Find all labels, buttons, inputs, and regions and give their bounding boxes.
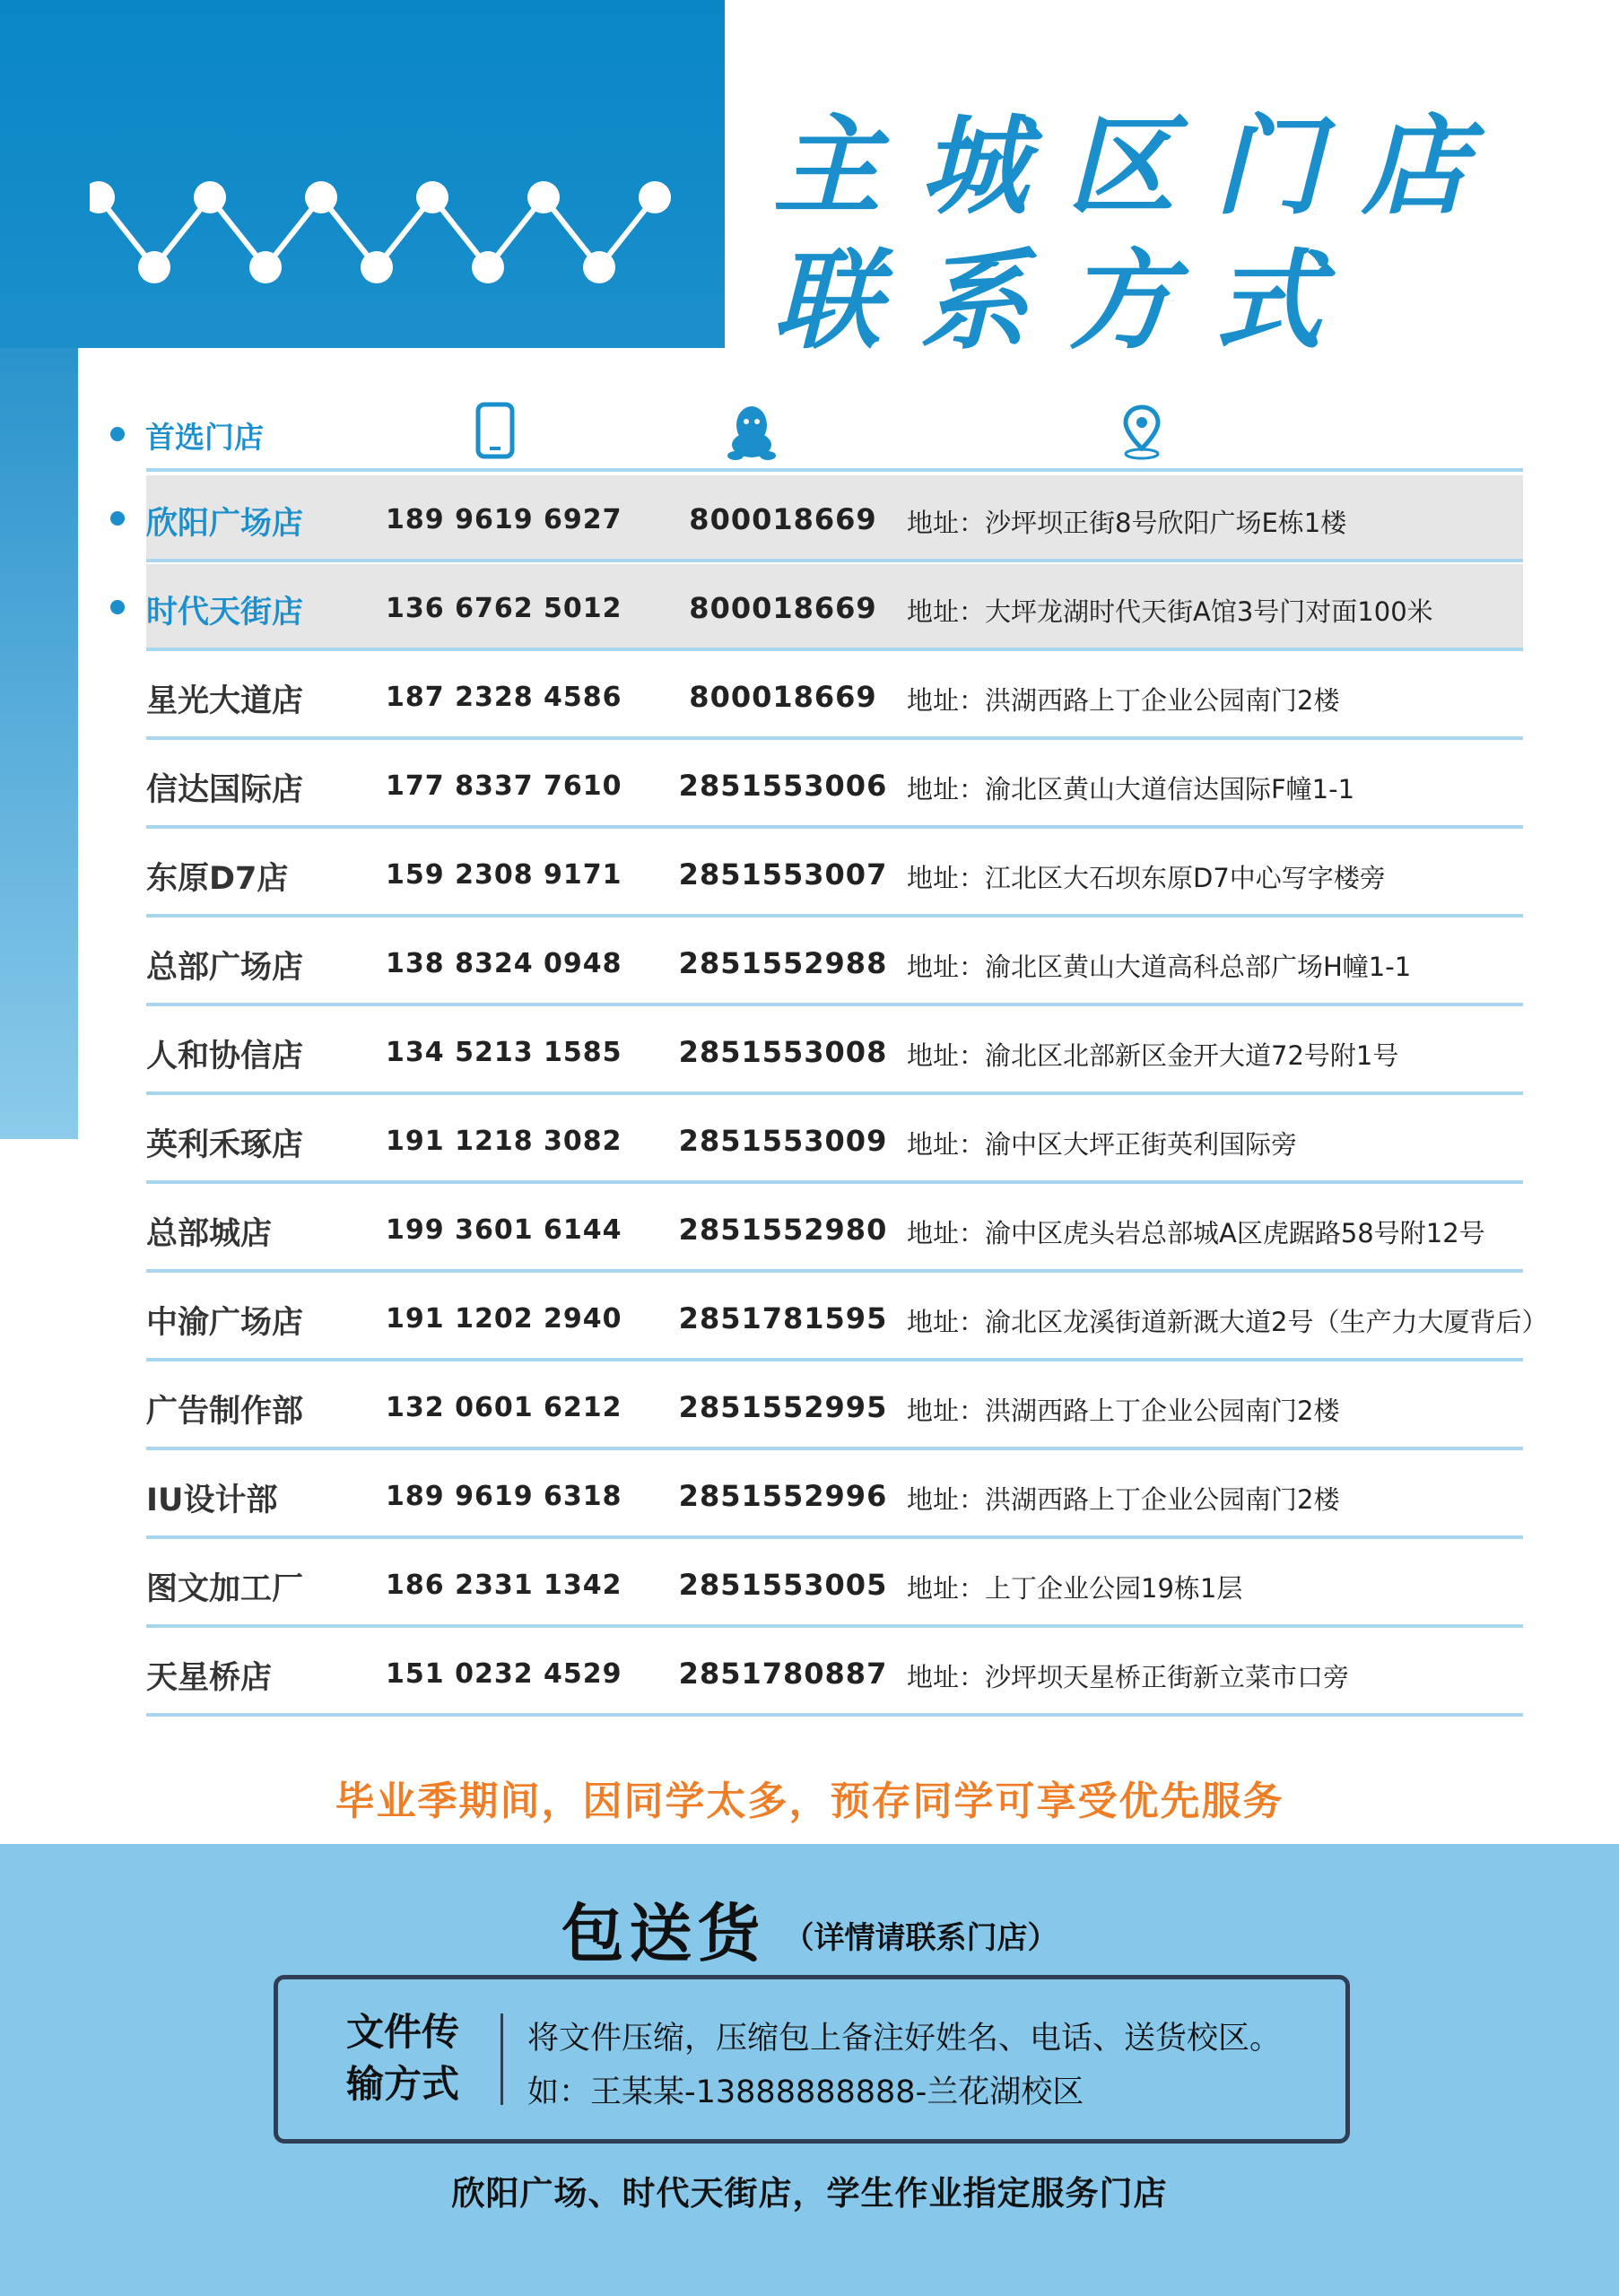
store-qq: 2851553006	[678, 769, 888, 803]
store-phone: 177 8337 7610	[386, 770, 622, 802]
title-line-2: 联系方式	[773, 239, 1362, 364]
store-name: 人和协信店	[146, 1039, 304, 1074]
store-phone: 191 1218 3082	[386, 1126, 622, 1157]
store-phone: 132 0601 6212	[386, 1392, 622, 1423]
store-address: 地址：沙坪坝正街8号欣阳广场E栋1楼	[907, 508, 1347, 538]
store-phone: 189 9619 6927	[386, 504, 622, 535]
promo-text: 毕业季期间，因同学太多，预存同学可享受优先服务	[335, 1779, 1284, 1824]
file-transfer-instruction: 将文件压缩，压缩包上备注好姓名、电话、送货校区。	[527, 2021, 1282, 2057]
table-row	[146, 1541, 1523, 1624]
store-address: 地址：大坪龙湖时代天街A馆3号门对面100米	[907, 596, 1433, 627]
zigzag-dots-decoration	[90, 161, 700, 305]
row-divider	[146, 1180, 1523, 1184]
store-address: 地址：洪湖西路上丁企业公园南门2楼	[907, 1396, 1340, 1426]
store-name: 广告制作部	[146, 1394, 304, 1430]
file-transfer-label-line2: 输方式	[346, 2062, 460, 2106]
table-row	[146, 475, 1523, 559]
table-row	[146, 1097, 1523, 1180]
table-row	[146, 831, 1523, 914]
table-row	[146, 919, 1523, 1003]
store-address: 地址：渝北区北部新区金开大道72号附1号	[907, 1040, 1399, 1071]
title-line-1: 主城区门店	[773, 105, 1509, 230]
row-divider	[146, 1624, 1523, 1628]
store-qq: 2851553008	[678, 1035, 888, 1069]
row-divider	[146, 1535, 1523, 1539]
row-divider	[146, 736, 1523, 740]
store-phone: 199 3601 6144	[386, 1214, 622, 1246]
file-transfer-box	[274, 1975, 1350, 2144]
store-phone: 151 0232 4529	[386, 1658, 622, 1690]
store-address: 地址：洪湖西路上丁企业公园南门2楼	[907, 1484, 1340, 1515]
table-row	[146, 742, 1523, 825]
store-name: IU设计部	[146, 1483, 278, 1518]
store-name: 天星桥店	[146, 1660, 273, 1696]
store-phone: 134 5213 1585	[386, 1037, 622, 1068]
store-phone: 159 2308 9171	[386, 859, 622, 891]
table-row	[146, 1630, 1523, 1713]
store-phone: 187 2328 4586	[386, 682, 622, 713]
store-address: 地址：沙坪坝天星桥正街新立菜市口旁	[907, 1662, 1350, 1692]
row-divider	[146, 1091, 1523, 1095]
table-header	[108, 402, 1525, 474]
row-divider	[146, 1358, 1523, 1361]
store-name: 东原D7店	[146, 861, 289, 897]
row-divider	[146, 648, 1523, 651]
row-divider	[146, 1447, 1523, 1450]
delivery-title: 包送货	[561, 1897, 766, 1970]
table-row	[146, 1452, 1523, 1535]
table-row	[146, 1274, 1548, 1358]
file-transfer-label	[346, 2006, 481, 2110]
store-name: 中渝广场店	[146, 1305, 304, 1341]
table-row	[146, 1363, 1523, 1447]
store-qq: 2851552996	[678, 1479, 888, 1513]
table-row	[146, 1008, 1523, 1091]
footer-text: 欣阳广场、时代天街店，学生作业指定服务门店	[451, 2174, 1168, 2213]
store-qq: 2851781595	[678, 1301, 888, 1335]
store-name: 图文加工厂	[146, 1571, 304, 1607]
store-qq: 2851780887	[678, 1657, 888, 1691]
store-qq: 2851553009	[678, 1124, 888, 1158]
location-pin-icon	[1119, 404, 1164, 461]
qq-icon	[727, 404, 777, 461]
store-phone: 191 1202 2940	[386, 1303, 622, 1335]
store-phone: 136 6762 5012	[386, 593, 622, 624]
store-qq: 2851553005	[678, 1568, 888, 1602]
row-divider	[146, 825, 1523, 829]
store-qq: 800018669	[689, 591, 877, 625]
delivery-heading	[0, 1883, 1619, 1974]
header-divider	[146, 468, 1523, 472]
table-row	[146, 653, 1523, 736]
store-name: 星光大道店	[146, 683, 304, 719]
store-qq: 800018669	[689, 680, 877, 714]
store-name: 时代天街店	[146, 595, 304, 631]
store-qq: 2851552980	[678, 1213, 888, 1247]
store-address: 地址：江北区大石坝东原D7中心写字楼旁	[907, 863, 1386, 893]
bullet-icon	[110, 600, 125, 614]
store-address: 地址：渝中区虎头岩总部城A区虎踞路58号附12号	[907, 1218, 1485, 1248]
phone-icon	[475, 402, 515, 459]
store-qq: 2851552988	[678, 946, 888, 980]
row-divider	[146, 1713, 1523, 1717]
store-address: 地址：渝北区黄山大道信达国际F幢1-1	[907, 774, 1355, 804]
store-name: 信达国际店	[146, 772, 304, 808]
store-name: 总部广场店	[146, 950, 304, 986]
row-divider	[146, 1003, 1523, 1006]
store-address: 地址：渝北区龙溪街道新溉大道2号（生产力大厦背后）	[907, 1307, 1548, 1337]
store-name: 欣阳广场店	[146, 506, 304, 542]
row-divider	[146, 914, 1523, 918]
side-blue-band	[0, 348, 78, 1139]
store-address: 地址：上丁企业公园19栋1层	[907, 1573, 1243, 1604]
bullet-icon	[110, 427, 125, 441]
store-name: 英利禾琢店	[146, 1127, 304, 1163]
store-phone: 189 9619 6318	[386, 1481, 622, 1512]
table-row	[146, 1186, 1523, 1269]
header-label: 首选门店	[145, 420, 264, 455]
store-phone: 186 2331 1342	[386, 1570, 622, 1601]
delivery-note: （详情请联系门店）	[783, 1920, 1058, 1956]
table-row	[146, 564, 1523, 648]
page-title	[773, 100, 1580, 370]
store-phone: 138 8324 0948	[386, 948, 622, 979]
bullet-icon	[110, 511, 125, 526]
file-transfer-label-line1: 文件传	[346, 2010, 460, 2054]
store-address: 地址：洪湖西路上丁企业公园南门2楼	[907, 685, 1340, 716]
row-divider	[146, 1269, 1523, 1273]
store-qq: 2851552995	[678, 1390, 888, 1424]
file-transfer-example: 如：王某某-13888888888-兰花湖校区	[527, 2074, 1084, 2110]
store-qq: 800018669	[689, 502, 877, 536]
store-qq: 2851553007	[678, 857, 888, 891]
box-divider	[500, 2013, 503, 2105]
row-divider	[146, 559, 1523, 562]
store-name: 总部城店	[146, 1216, 273, 1252]
store-address: 地址：渝中区大坪正街英利国际旁	[907, 1129, 1298, 1160]
store-address: 地址：渝北区黄山大道高科总部广场H幢1-1	[907, 952, 1412, 982]
